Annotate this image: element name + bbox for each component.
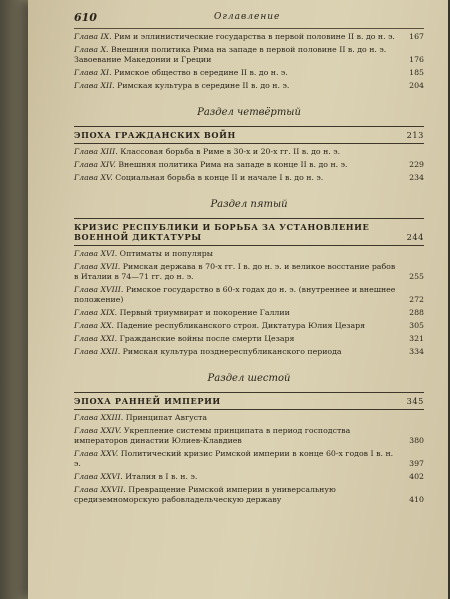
chapter-page: 204: [409, 81, 424, 90]
chapter-label: Глава XXII.: [74, 347, 121, 356]
chapter-title: Оптиматы и популяры: [119, 249, 213, 258]
chapter-label: Глава XX.: [74, 321, 115, 330]
chapter-label: Глава XXV.: [74, 449, 119, 458]
chapter-label: Глава XV.: [74, 173, 113, 182]
chapter-title: Социальная борьба в конце II и начале I в. до н. э.: [115, 173, 324, 182]
era-title-5: [74, 218, 424, 246]
chapter-label: Глава X.: [74, 45, 109, 54]
toc-content: [74, 0, 424, 505]
toc-entry: [74, 81, 424, 91]
chapter-page: 176: [409, 55, 424, 64]
chapter-title: Римская культура в середине II в. до н. э.: [117, 81, 290, 90]
toc-entry: [74, 173, 424, 183]
chapter-label: Глава XXIV.: [74, 426, 122, 435]
chapter-page: 321: [409, 334, 424, 343]
chapter-title: Классовая борьба в Риме в 30-х и 20-х гг. II в. до н. э.: [120, 147, 341, 156]
chapter-title: Внешняя политика Рима на западе в первой половине II в. до н. э. Завоевание Македонии и Греции: [74, 45, 387, 64]
chapter-list-section6: [74, 413, 424, 505]
running-head: [74, 8, 424, 29]
chapter-page: 402: [409, 472, 424, 481]
toc-entry: [74, 321, 424, 331]
chapter-page: 272: [409, 295, 424, 304]
chapter-label: Глава XXVI.: [74, 472, 123, 481]
chapter-label: Глава XIX.: [74, 308, 118, 317]
chapter-page: 229: [409, 160, 424, 169]
running-head-title: Оглавление: [214, 12, 281, 22]
chapter-list-section5: [74, 249, 424, 357]
chapter-title: Римская культура позднереспубликанского периода: [122, 347, 342, 356]
chapter-title: Принципат Августа: [125, 413, 208, 422]
chapter-page: 255: [409, 272, 424, 281]
toc-entry: [74, 413, 424, 423]
chapter-title: Первый триумвират и покорение Галлии: [119, 308, 290, 317]
era-title-text: КРИЗИС РЕСПУБЛИКИ И БОРЬБА ЗА УСТАНОВЛЕНИЕ ВОЕННОЙ ДИКТАТУРЫ: [74, 222, 370, 242]
chapter-label: Глава XVIII.: [74, 285, 124, 294]
toc-entry: [74, 32, 424, 42]
era-page: 213: [406, 130, 424, 140]
era-page: 345: [406, 396, 424, 406]
chapter-title: Гражданские войны после смерти Цезаря: [119, 334, 295, 343]
section-heading-4: Раздел четвёртый: [197, 107, 301, 118]
chapter-page: 167: [409, 32, 424, 41]
era-title-4: [74, 126, 424, 144]
chapter-page: 380: [409, 436, 424, 445]
toc-entry: [74, 160, 424, 170]
chapter-title: Римское общество в середине II в. до н. э.: [114, 68, 288, 77]
toc-entry: [74, 285, 424, 305]
toc-entry: [74, 45, 424, 65]
chapter-list-block1: [74, 32, 424, 91]
toc-entry: [74, 308, 424, 318]
chapter-list-section4: [74, 147, 424, 183]
chapter-page: 288: [409, 308, 424, 317]
chapter-page: 305: [409, 321, 424, 330]
chapter-label: Глава XIV.: [74, 160, 116, 169]
page-number: 610: [74, 11, 97, 24]
chapter-label: Глава XXVII.: [74, 485, 126, 494]
toc-entry: [74, 68, 424, 78]
chapter-title: Рим и эллинистические государства в первой половине II в. до н. э.: [114, 32, 395, 41]
toc-entry: [74, 262, 424, 282]
chapter-page: 234: [409, 173, 424, 182]
chapter-label: Глава XVII.: [74, 262, 121, 271]
chapter-title: Падение республиканского строя. Диктатура Юлия Цезаря: [116, 321, 366, 330]
chapter-page: 410: [409, 495, 424, 504]
toc-entry: [74, 449, 424, 469]
chapter-title: Внешняя политика Рима на западе в конце II в. до н. э.: [118, 160, 348, 169]
chapter-label: Глава XXIII.: [74, 413, 124, 422]
chapter-title: Римское государство в 60-х годах до н. э. (внутреннее и внешнее положение): [74, 285, 396, 304]
chapter-label: Глава IX.: [74, 32, 112, 41]
section-heading-5: Раздел пятый: [210, 199, 288, 210]
toc-entry: [74, 485, 424, 505]
toc-entry: [74, 147, 424, 157]
era-title-text: ЭПОХА РАННЕЙ ИМПЕРИИ: [74, 396, 221, 406]
section-heading-6: Раздел шестой: [207, 373, 291, 384]
toc-entry: [74, 249, 424, 259]
era-title-text: ЭПОХА ГРАЖДАНСКИХ ВОЙН: [74, 130, 236, 140]
chapter-page: 185: [409, 68, 424, 77]
chapter-label: Глава XI.: [74, 68, 112, 77]
toc-entry: [74, 426, 424, 446]
era-page: 244: [406, 232, 424, 242]
chapter-label: Глава XII.: [74, 81, 115, 90]
chapter-title: Политический кризис Римской империи в конце 60-х годов I в. н. э.: [74, 449, 394, 468]
chapter-title: Италия в I в. н. э.: [125, 472, 198, 481]
toc-entry: [74, 334, 424, 344]
chapter-title: Превращение Римской империи в универсальную средиземноморскую рабовладельческую державу: [74, 485, 336, 504]
chapter-label: Глава XIII.: [74, 147, 118, 156]
chapter-label: Глава XVI.: [74, 249, 118, 258]
chapter-label: Глава XXI.: [74, 334, 118, 343]
chapter-title: Укрепление системы принципата в период господства императоров династии Юлиев-Клавдиев: [74, 426, 351, 445]
toc-entry: [74, 347, 424, 357]
toc-entry: [74, 472, 424, 482]
book-spine-edge: [0, 0, 28, 599]
chapter-page: 397: [409, 459, 424, 468]
chapter-page: 334: [409, 347, 424, 356]
era-title-6: [74, 392, 424, 410]
book-page: [28, 0, 448, 599]
chapter-title: Римская держава в 70-х гг. I в. до н. э. и великое восстание рабов в Италии в 74—71 гг. до н. э.: [74, 262, 396, 281]
